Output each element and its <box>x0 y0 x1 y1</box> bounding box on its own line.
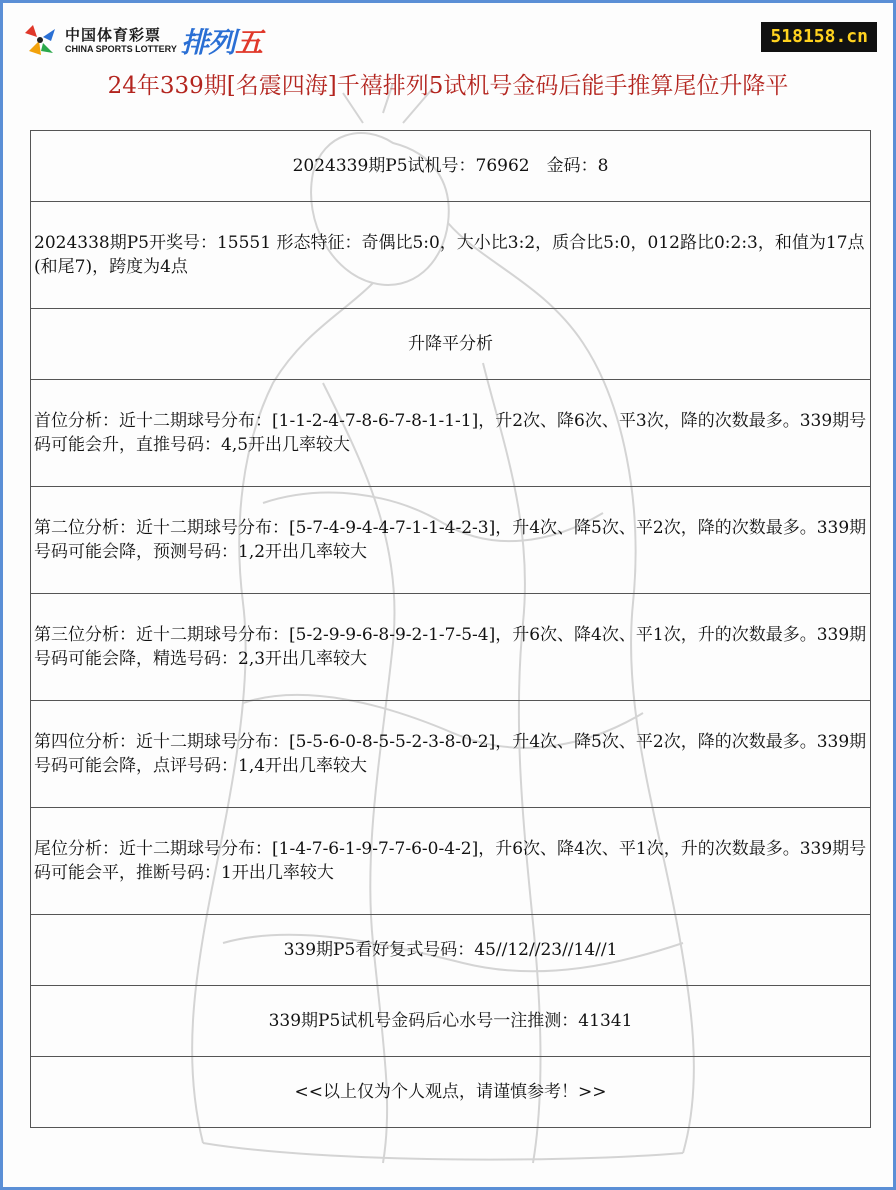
compound-numbers-cell: 339期P5看好复式号码：45//12//23//14//1 <box>31 915 871 986</box>
product-logo-suffix: 五 <box>235 27 263 58</box>
last-draw-cell: 2024338期P5开奖号：15551 形态特征：奇偶比5:0，大小比3:2，质合比5:0，012路比0:2:3，和值为17点(和尾7)，跨度为4点 <box>31 202 871 309</box>
header <box>3 3 893 123</box>
lottery-star-icon <box>21 21 59 59</box>
prediction-table <box>30 130 871 1128</box>
table-row <box>31 131 871 202</box>
product-logo-pailie5 <box>181 21 262 61</box>
last-position-analysis-cell: 尾位分析：近十二期球号分布：[1-4-7-6-1-9-7-7-6-0-4-2]，升6次、降4次、平1次，升的次数最多。339期号码可能会平，推断号码：1开出几率较大 <box>31 808 871 915</box>
first-position-analysis-cell: 首位分析：近十二期球号分布：[1-1-2-4-7-8-6-7-8-1-1-1]，升2次、降6次、平3次，降的次数最多。339期号码可能会升，直推号码：4,5开出几率较大 <box>31 380 871 487</box>
site-badge[interactable]: 518158.cn <box>761 22 877 52</box>
logo-english-text: CHINA SPORTS LOTTERY <box>65 44 177 54</box>
table-row <box>31 808 871 915</box>
table-row <box>31 986 871 1057</box>
logo-chinese-text: 中国体育彩票 <box>65 27 162 44</box>
single-prediction-cell: 339期P5试机号金码后心水号一注推测：41341 <box>31 986 871 1057</box>
table-row <box>31 309 871 380</box>
table-row <box>31 915 871 986</box>
trial-number-cell: 2024339期P5试机号：76962 金码：8 <box>31 131 871 202</box>
second-position-analysis-cell: 第二位分析：近十二期球号分布：[5-7-4-9-4-4-7-1-1-4-2-3]，升4次、降5次、平2次，降的次数最多。339期号码可能会降，预测号码：1,2开出几率较大 <box>31 487 871 594</box>
table-row <box>31 487 871 594</box>
third-position-analysis-cell: 第三位分析：近十二期球号分布：[5-2-9-9-6-8-9-2-1-7-5-4]，升6次、降4次、平1次，升的次数最多。339期号码可能会降，精选号码：2,3开出几率较大 <box>31 594 871 701</box>
table-row <box>31 1057 871 1128</box>
disclaimer-cell: <<以上仅为个人观点，请谨慎参考！>> <box>31 1057 871 1128</box>
lottery-logo[interactable] <box>21 19 281 61</box>
fourth-position-analysis-cell: 第四位分析：近十二期球号分布：[5-5-6-0-8-5-5-2-3-8-0-2]，升4次、降5次、平2次，降的次数最多。339期号码可能会降，点评号码：1,4开出几率较大 <box>31 701 871 808</box>
page-title: 24年339期[名震四海]千禧排列5试机号金码后能手推算尾位升降平 <box>107 73 789 99</box>
product-logo-prefix: 排列 <box>181 27 236 58</box>
section-heading-cell: 升降平分析 <box>31 309 871 380</box>
table-row <box>31 202 871 309</box>
table-row <box>31 380 871 487</box>
table-row <box>31 594 871 701</box>
table-row <box>31 701 871 808</box>
